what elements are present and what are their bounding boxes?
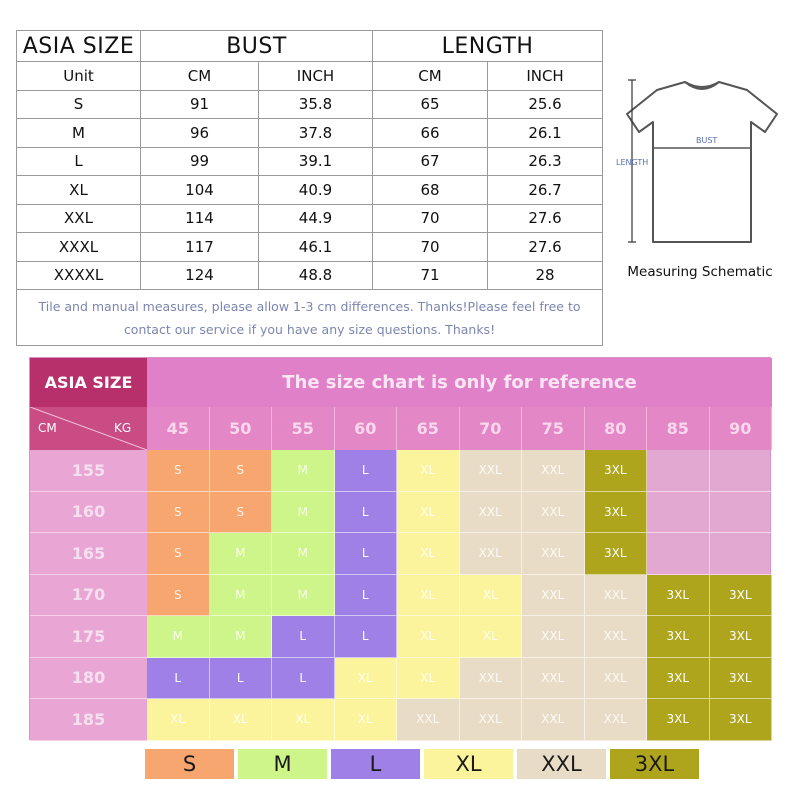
grid-row <box>147 616 772 658</box>
grid-cell: L <box>335 533 398 575</box>
table-note-row <box>17 290 603 346</box>
grid-cell: XXL <box>522 658 585 700</box>
cell-length-inch: 26.3 <box>488 147 603 176</box>
grid-cell: XXL <box>585 616 648 658</box>
cm-header-cell: 160 <box>30 492 147 534</box>
table-row <box>17 204 603 233</box>
grid-cell <box>710 450 773 492</box>
cm-header-cell: 180 <box>30 658 147 700</box>
table-row <box>17 176 603 205</box>
cm-header-cell: 155 <box>30 450 147 492</box>
corner-cm-label: CM <box>38 421 57 435</box>
grid-cell: S <box>147 492 210 534</box>
grid-row <box>147 450 772 492</box>
cell-length-inch: 27.6 <box>488 233 603 262</box>
grid-cell <box>710 533 773 575</box>
schematic-caption: Measuring Schematic <box>627 264 773 280</box>
grid-cell: XL <box>335 699 398 741</box>
cell-size: S <box>17 90 141 119</box>
cell-size: L <box>17 147 141 176</box>
size-legend <box>145 749 699 779</box>
grid-cell: S <box>147 450 210 492</box>
grid-cell: XXL <box>585 658 648 700</box>
grid-row <box>147 533 772 575</box>
kg-header-cell: 70 <box>460 407 523 450</box>
grid-cell: S <box>210 450 273 492</box>
table-row <box>17 233 603 262</box>
grid-cell: L <box>335 492 398 534</box>
header-asia-size: ASIA SIZE <box>17 31 141 62</box>
grid-cell: 3XL <box>585 533 648 575</box>
grid-cell: XL <box>397 492 460 534</box>
grid-cell: XXL <box>522 450 585 492</box>
grid-cell <box>647 533 710 575</box>
table-header-row <box>17 31 603 62</box>
table-row <box>17 119 603 148</box>
grid-cell: S <box>147 533 210 575</box>
cell-bust-inch: 48.8 <box>259 261 373 290</box>
cm-header-cell: 165 <box>30 533 147 575</box>
grid-cell: XXL <box>522 699 585 741</box>
cell-bust-cm: 96 <box>141 119 259 148</box>
grid-cell: L <box>210 658 273 700</box>
grid-cell: XL <box>460 616 523 658</box>
grid-cell: 3XL <box>647 658 710 700</box>
cell-bust-inch: 37.8 <box>259 119 373 148</box>
grid-cell: XL <box>397 450 460 492</box>
legend-item: 3XL <box>610 749 699 779</box>
grid-cell: XL <box>397 533 460 575</box>
grid-cell: M <box>272 575 335 617</box>
bust-inch-label: INCH <box>259 62 373 91</box>
grid-cell: 3XL <box>585 492 648 534</box>
grid-cell: XXL <box>522 575 585 617</box>
kg-header-cell: 50 <box>210 407 273 450</box>
table-row <box>17 90 603 119</box>
grid-cell: 3XL <box>647 616 710 658</box>
kg-header-cell: 65 <box>397 407 460 450</box>
size-table <box>16 30 603 346</box>
legend-item: S <box>145 749 234 779</box>
corner-kg-label: KG <box>114 421 132 435</box>
unit-label: Unit <box>17 62 141 91</box>
size-reference-chart <box>29 357 771 740</box>
grid-cell <box>647 450 710 492</box>
grid-cell: XXL <box>460 492 523 534</box>
cell-bust-inch: 39.1 <box>259 147 373 176</box>
cell-size: XL <box>17 176 141 205</box>
grid-cell: M <box>147 616 210 658</box>
grid-cell: XL <box>147 699 210 741</box>
grid-row <box>147 575 772 617</box>
cell-size: XXXXL <box>17 261 141 290</box>
grid-cell: 3XL <box>647 699 710 741</box>
grid-cell: XXL <box>585 575 648 617</box>
cell-bust-cm: 124 <box>141 261 259 290</box>
header-length: LENGTH <box>373 31 603 62</box>
cell-size: XXXL <box>17 233 141 262</box>
cell-length-inch: 26.7 <box>488 176 603 205</box>
cm-header-cell: 170 <box>30 575 147 617</box>
grid-cell: XXL <box>522 492 585 534</box>
cell-bust-inch: 44.9 <box>259 204 373 233</box>
grid-cell: L <box>272 658 335 700</box>
grid-cell: L <box>335 616 398 658</box>
grid-cell: L <box>147 658 210 700</box>
bust-cm-label: CM <box>141 62 259 91</box>
kg-header-cell: 85 <box>647 407 710 450</box>
grid-cell: XXL <box>397 699 460 741</box>
grid-cell: 3XL <box>710 616 773 658</box>
legend-item: M <box>238 749 327 779</box>
legend-item: L <box>331 749 420 779</box>
grid-cell: XL <box>335 658 398 700</box>
chart-corner-cell <box>30 407 147 450</box>
cell-size: XXL <box>17 204 141 233</box>
grid-cell: XL <box>397 658 460 700</box>
grid-cell: XL <box>397 575 460 617</box>
grid-cell: M <box>272 492 335 534</box>
legend-item: XXL <box>517 749 606 779</box>
cell-bust-cm: 99 <box>141 147 259 176</box>
cell-length-cm: 66 <box>373 119 488 148</box>
cell-length-cm: 70 <box>373 233 488 262</box>
grid-cell: XXL <box>585 699 648 741</box>
grid-cell: XXL <box>460 533 523 575</box>
cell-length-cm: 65 <box>373 90 488 119</box>
grid-row <box>147 658 772 700</box>
grid-cell: XL <box>272 699 335 741</box>
schematic-length-label: LENGTH <box>616 158 649 167</box>
kg-header-cell: 75 <box>522 407 585 450</box>
grid-cell: 3XL <box>710 575 773 617</box>
schematic-bust-label: BUST <box>696 136 718 145</box>
table-row <box>17 261 603 290</box>
kg-header-row <box>147 407 772 450</box>
cell-bust-cm: 117 <box>141 233 259 262</box>
grid-cell: L <box>272 616 335 658</box>
measure-note: Tile and manual measures, please allow 1-3 cm differences. Thanks!Please feel free to contact our service if you have any size questions. Thanks! <box>17 290 603 346</box>
grid-cell: M <box>210 616 273 658</box>
length-cm-label: CM <box>373 62 488 91</box>
grid-cell <box>647 492 710 534</box>
cm-header-cell: 185 <box>30 699 147 741</box>
legend-item: XL <box>424 749 513 779</box>
grid-cell: M <box>272 450 335 492</box>
grid-cell <box>710 492 773 534</box>
chart-asia-size-label: ASIA SIZE <box>30 358 147 407</box>
grid-cell: 3XL <box>710 699 773 741</box>
cell-bust-inch: 46.1 <box>259 233 373 262</box>
cell-size: M <box>17 119 141 148</box>
grid-cell: S <box>147 575 210 617</box>
grid-cell: XXL <box>522 616 585 658</box>
cell-bust-cm: 104 <box>141 176 259 205</box>
cell-length-inch: 28 <box>488 261 603 290</box>
cell-length-inch: 26.1 <box>488 119 603 148</box>
cell-length-cm: 67 <box>373 147 488 176</box>
cm-header-cell: 175 <box>30 616 147 658</box>
kg-header-cell: 80 <box>585 407 648 450</box>
cell-bust-cm: 91 <box>141 90 259 119</box>
length-inch-label: INCH <box>488 62 603 91</box>
grid-cell: M <box>210 575 273 617</box>
grid-cell: L <box>335 575 398 617</box>
kg-header-cell: 90 <box>710 407 773 450</box>
grid-cell: M <box>272 533 335 575</box>
table-row <box>17 147 603 176</box>
grid-cell: 3XL <box>710 658 773 700</box>
header-bust: BUST <box>141 31 373 62</box>
grid-cell: L <box>335 450 398 492</box>
grid-row <box>147 699 772 741</box>
grid-cell: M <box>210 533 273 575</box>
grid-cell: XL <box>210 699 273 741</box>
cell-length-cm: 71 <box>373 261 488 290</box>
measuring-schematic <box>610 70 790 285</box>
cell-length-cm: 70 <box>373 204 488 233</box>
grid-cell: XL <box>397 616 460 658</box>
grid-cell: XXL <box>522 533 585 575</box>
cell-bust-inch: 35.8 <box>259 90 373 119</box>
cell-length-cm: 68 <box>373 176 488 205</box>
kg-header-cell: 45 <box>147 407 210 450</box>
grid-cell: 3XL <box>647 575 710 617</box>
kg-header-cell: 60 <box>335 407 398 450</box>
grid-cell: XXL <box>460 699 523 741</box>
grid-cell: 3XL <box>585 450 648 492</box>
kg-header-cell: 55 <box>272 407 335 450</box>
grid-cell: XXL <box>460 658 523 700</box>
cell-length-inch: 27.6 <box>488 204 603 233</box>
cell-bust-inch: 40.9 <box>259 176 373 205</box>
grid-cell: XL <box>460 575 523 617</box>
grid-cell: XXL <box>460 450 523 492</box>
cell-length-inch: 25.6 <box>488 90 603 119</box>
cm-header-column <box>30 450 147 741</box>
size-grid <box>147 450 772 741</box>
size-rows <box>17 90 603 290</box>
cell-bust-cm: 114 <box>141 204 259 233</box>
table-units-row <box>17 62 603 91</box>
grid-row <box>147 492 772 534</box>
chart-title: The size chart is only for reference <box>147 358 772 407</box>
grid-cell: S <box>210 492 273 534</box>
